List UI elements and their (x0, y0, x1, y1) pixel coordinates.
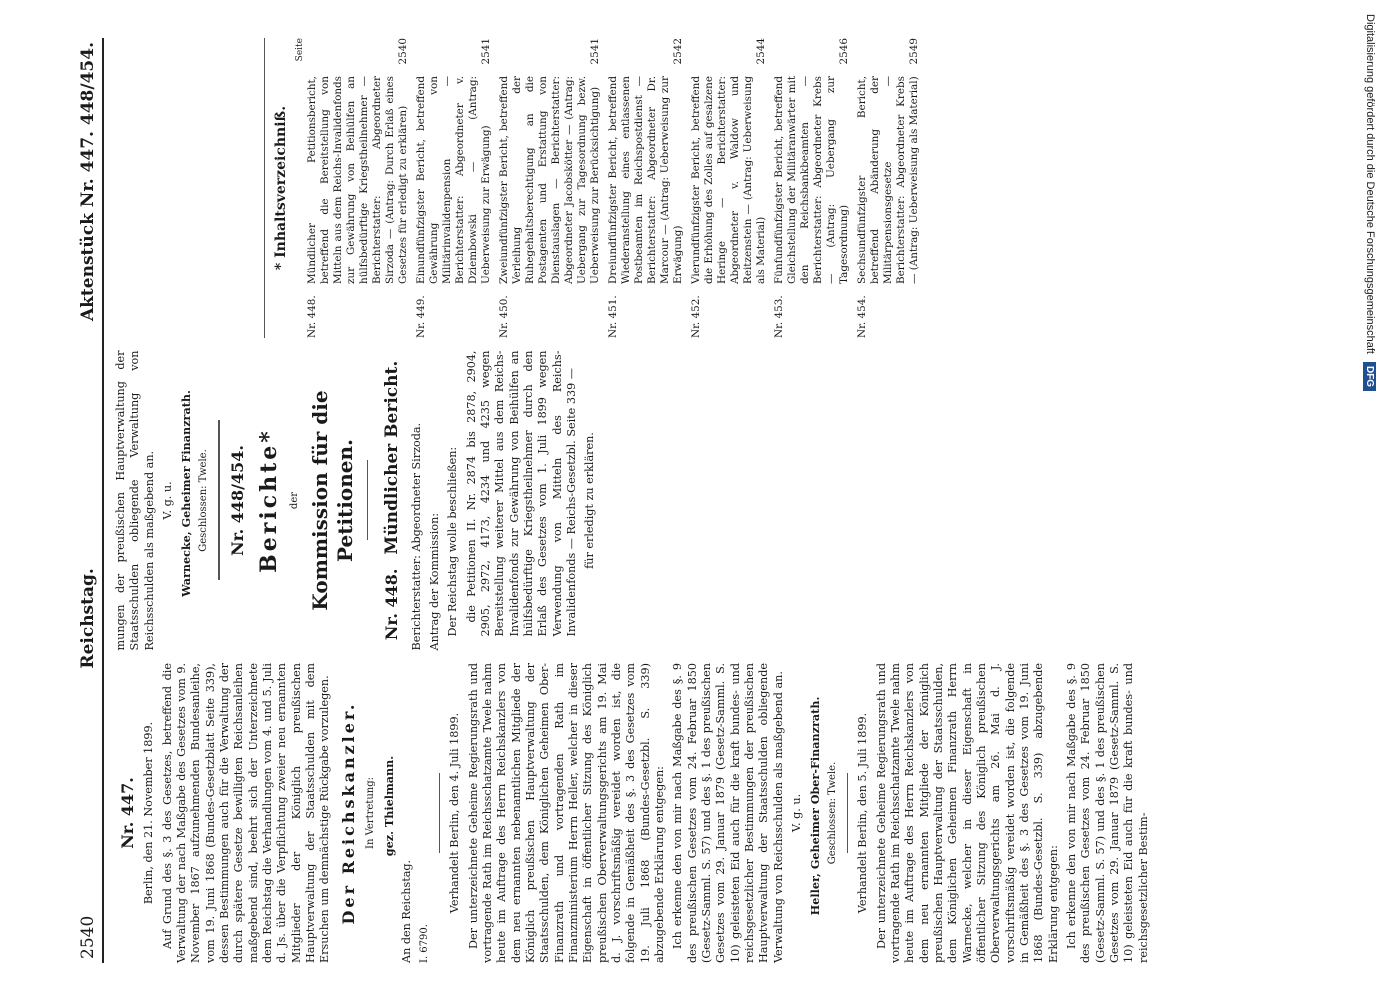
header-title: Aktenstück Nr. 447. 448/454. (78, 42, 98, 322)
dateline: Berlin, den 21. November 1899. (142, 721, 156, 905)
der-label: der (289, 491, 301, 510)
signer: Heller, Geheimer Ober-Finanzrath. (808, 696, 823, 916)
addressee: An den Reichstag. (400, 859, 414, 963)
dateline-2: Verhandelt Berlin, den 4. Juli 1899. (448, 712, 462, 914)
toc-entry-page: 2546 (837, 38, 850, 65)
report-heading-row (376, 351, 410, 651)
divider (218, 421, 220, 581)
toc-entry-page: 2549 (907, 38, 920, 65)
toc-entry (498, 38, 602, 338)
reference-number: I. 6790. (418, 924, 430, 963)
closed-by: Geschlossen: Twele. (826, 761, 838, 865)
credit-bar (1357, 0, 1383, 1000)
toc-title: * Inhaltsverzeichniß. (273, 105, 289, 271)
signature: gez. Thielmann. (382, 755, 396, 857)
toc-entry-number: Nr. 449. (414, 295, 427, 338)
page-column-label: Seite (294, 38, 305, 62)
toc-entry (306, 38, 410, 338)
toc-entry-text: Zweiundfünfzigster Bericht, betreffend Verleihung der Ruhegehaltsberechtigung an die Postagenten und Erstattung von Dienstauslagen — Berichterstatter: Abgeordneter Jacobskötter — (Antrag: Uebergang zur Tagesordnung bezw. Ueberweisung zur Berücksichtigung) (497, 76, 601, 284)
toc-entry-page: 2541 (479, 38, 492, 65)
deputy-label: In Vertretung: (365, 777, 377, 849)
paragraph: Der unterzeichnete Geheime Regierungsrath und vortragende Rath im Reichsschatzamte Twele nahm heute im Auftrage des Herrn Reichskanzlers von dem neu ernannten Mitgliede der Königlich preußischen Hauptverwaltung der Staatsschulden, dem Königlichen Geheimen Finanzrath Herrn Warnecke, welcher in dieser Eigenschaft in öffentlicher Sitzung des Königlich preußischen Oberverwaltungsgerichts am 26. Mai d. J. vorschriftsmäßig vereidet worden ist, die folgende in Gemäßheit des §. 3 des Gesetzes vom 19. Juni 1868 (Bundes-Gesetzbl. S. 339) abzugebende Erklärung entgegen: (874, 663, 1060, 963)
paragraph: Auf Grund des §. 3 des Gesetzes, betreffend die Verwaltung der nach Maßgabe des Gesetzes vom 9. November 1867 aufzunehmenden Bundesanleihe, vom 19. Juni 1868 (Bundes-Gesetzblatt Seite 339), dessen Bestimmungen auch für die Verwaltung der durch spätere Gesetze bewilligten Reichsanleihen maßgebend sind, beehrt sich der Unterzeichnete dem Reichstag die Verhandlungen vom 4. und 5. Juli d. Js. über die Verpflichtung zweier neu ernannten Mitglieder der Königlich preußischen Hauptverwaltung der Staatsschulden mit dem Ersuchen um demnächstige Rückgabe vorzulegen. (160, 663, 332, 963)
resolution-result: für erledigt zu erklären. (583, 432, 597, 569)
continuation: mungen der preußischen Hauptverwaltung der Staatsschulden obliegende Verwaltung von Reichsschulden als maßgebend an. (114, 350, 156, 651)
page-stage (70, 28, 1340, 973)
reporter: Berichterstatter: Abgeordneter Sirzoda. (409, 422, 423, 651)
toc-entry (690, 38, 768, 338)
divider (439, 773, 440, 853)
toc-entry-text: Mündlicher Petitionsbericht, betreffend die Bereitstellung von Mitteln aus dem Reichs-Invalidenfonds zur Gewährung von Beihülfen an hülfsbedürftige Kriegstheilnehmer — Berichterstatter: Abgeordneter Sirzoda — (Antrag: Durch Erlaß eines Gesetzes für erledigt zu erklären) (305, 76, 409, 284)
toc-entry-page: 2540 (396, 38, 409, 65)
toc-entry (607, 38, 685, 338)
column-3 (114, 38, 1155, 338)
toc-entry-page: 2541 (588, 38, 601, 65)
chancellor-title: Der Reichskanzler. (338, 701, 358, 925)
petitions-text: die Petitionen II. Nr. 2874 bis 2878, 2904, 2905, 2972, 4173, 4234 und 4235 wegen Bereitstellung weiterer Mittel aus dem Reichs-Invalidenfonds zur Gewährung von Beihülfen an hülfsbedürftige Kriegstheilnehmer durch den Erlaß des Gesetzes vom 1. Juli 1899 wegen Verwendung von Mitteln des Reichs-Invalidenfonds — Reichs-Gesetzbl. Seite 339 — (464, 350, 579, 637)
toc-entry (415, 38, 493, 338)
oath-text: Ich erkenne den von mir nach Maßgabe des §. 9 des preußischen Gesetzes vom 24. Februar 1850 (Gesetz-Samml. S. 57) und des §. 1 des preußischen Gesetzes vom 29. Januar 1879 (Gesetz-Samml. S. 10) geleisteten Eid auch für die kraft bundes- und reichsgesetzlicher Bestimmungen der preußischen Hauptverwaltung der Staatsschulden obliegende Verwaltung von Reichsschulden als maßgebend an. (671, 663, 785, 963)
toc-entry-number: Nr. 453. (772, 295, 785, 338)
dfg-logo: DFG (1364, 362, 1377, 391)
closed-by: Geschlossen: Twele. (197, 449, 209, 552)
toc-entry-page: 2542 (671, 38, 684, 65)
paragraph: Der unterzeichnete Geheime Regierungsrath und vortragende Rath im Reichsschatzamte Twele nahm heute im Auftrage des Herrn Reichskanzlers von dem neu ernannten nebenamtlichen Mitgliede der Königlich preußischen Hauptverwaltung der Staatsschulden, dem Königlichen Geheimen Ober-Finanzrath und vortragenden Rath im Finanzministerium Herrn Heller, welcher in dieser Eigenschaft in öffentlicher Sitzung des Königlich preußischen Oberverwaltungsgerichts am 19. Mai d. J. vorschriftsmäßig vereidet worden ist, die folgende in Gemäßheit des §. 3 des Gesetzes vom 19. Juli 1868 (Bundes-Gesetzbl. S. 339) abzugebende Erklärung entgegen: (466, 663, 667, 963)
divider (367, 461, 368, 541)
toc-entry-number: Nr. 454. (855, 295, 868, 338)
toc-entry-number: Nr. 451. (606, 295, 619, 338)
signer: Warnecke, Geheimer Finanzrath. (179, 390, 194, 597)
toc-entry-number: Nr. 448. (305, 295, 318, 338)
toc-entry-text: Fünfundfünfzigster Bericht, betreffend Gleichstellung der Militäranwärter mit den Reichsbankbeamten — Berichterstatter: Abgeordneter Krebs — (Antrag: Uebergang zur Tagesordnung) (772, 76, 850, 284)
column-1 (114, 663, 1155, 963)
nr-447-title: Nr. 447. (118, 777, 137, 849)
dateline-3: Verhandelt Berlin, den 5. Juli 1899. (856, 712, 870, 914)
vgu-mark: V. g. u. (790, 793, 803, 833)
nr-448-title: Nr. 448. (382, 568, 402, 641)
toc-entry-page: 2544 (754, 38, 767, 65)
nr-range-title: Nr. 448/454. (228, 445, 248, 556)
toc-entry-number: Nr. 452. (689, 295, 702, 338)
toc-entry-text: Sechsundfünfzigster Bericht, betreffend Abänderung der Militärpensionsgesetze — Berichterstatter: Abgeordneter Krebs — (Antrag: Ueberweisung als Material) (855, 76, 920, 284)
column-2 (114, 351, 1155, 651)
toc-entry (856, 38, 921, 338)
columns (114, 38, 1155, 963)
berichte-heading: Berichte* (255, 428, 282, 573)
toc-entry-text: Einundfünfzigster Bericht, betreffend Gewährung von Militärinvalidenpension — Berichterstatter: Abgeordneter v. Dziembowski — (Antrag: Ueberweisung zur Erwägung) (414, 76, 492, 284)
header-left: Reichstag. (78, 568, 98, 669)
toc-entry-text: Vierundfünfzigster Bericht, betreffend die Erhöhung des Zolles auf gesalzene Heringe — Berichterstatter: Abgeordneter v. Waldow und Reitzenstein — (Antrag: Ueberweisung als Material) (689, 76, 767, 284)
commission-heading: Kommission für die Petitionen. (307, 390, 358, 611)
document-page (70, 28, 1340, 973)
resolution-label: Der Reichstag wolle beschließen: (446, 446, 460, 637)
toc-entry-number: Nr. 450. (497, 295, 510, 338)
digitization-credit (1357, 0, 1383, 1000)
divider (847, 773, 848, 853)
oath-text-2: Ich erkenne den von mir nach Maßgabe des §. 9 des preußischen Gesetzes vom 24. Februar 1850 (Gesetz-Samml. S. 57) und des §. 1 des preußischen Gesetzes vom 29. Januar 1879 (Gesetz-Samml. S. 10) geleisteten Eid auch für die kraft bundes- und reichsgesetzlicher Bestim- (1065, 663, 1150, 963)
report-type: Mündlicher Bericht. (382, 360, 403, 555)
vgu-mark: V. g. u. (160, 481, 174, 520)
motion-label: Antrag der Kommission: (428, 512, 442, 651)
credit-text: Digitalisierung gefördert durch die Deutsche Forschungsgemeinschaft (1364, 14, 1376, 354)
toc-entry (773, 38, 851, 338)
toc-entry-text: Dreiundfünfzigster Bericht, betreffend Wiederanstellung eines entlassenen Postbeamten im Reichspostdienst — Berichterstatter: Abgeordneter Dr. Marcour — (Antrag: Ueberweisung zur Erwägung) (606, 76, 684, 284)
running-header (78, 38, 104, 963)
page-number: 2540 (78, 915, 98, 959)
divider (264, 38, 265, 338)
